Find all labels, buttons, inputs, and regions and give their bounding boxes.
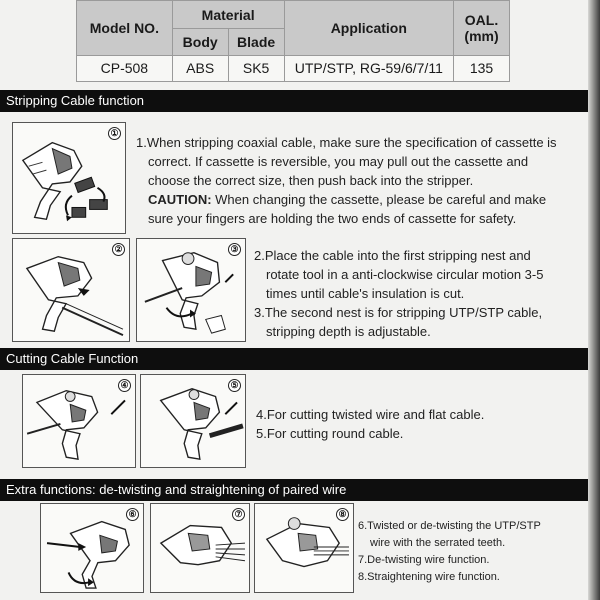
header-oal bbox=[454, 1, 510, 56]
figure-7-number: ⑦ bbox=[232, 508, 245, 521]
spec-table bbox=[76, 0, 510, 82]
tool-cassette-illustration bbox=[13, 123, 125, 233]
step-1-line-1: 1.When stripping coaxial cable, make sure the specification of cassette is bbox=[136, 135, 557, 150]
header-material: Material bbox=[172, 1, 284, 29]
cell-body: ABS bbox=[172, 55, 228, 81]
figure-1-number: ① bbox=[108, 127, 121, 140]
header-body: Body bbox=[172, 29, 228, 55]
step-1-line-3: choose the correct size, then push back into the stripper. bbox=[148, 173, 474, 188]
figure-2 bbox=[12, 238, 130, 342]
figure-5-number: ⑤ bbox=[228, 379, 241, 392]
step-6-8-text bbox=[358, 518, 584, 586]
cell-oal: 135 bbox=[454, 55, 510, 81]
spec-table-container bbox=[76, 0, 510, 82]
header-oal-unit: (mm) bbox=[464, 27, 499, 44]
step-1-text bbox=[136, 133, 584, 228]
step-2-line-1: 2.Place the cable into the first stripping nest and bbox=[254, 248, 531, 263]
step-8-text: 8.Straightening wire function. bbox=[358, 571, 500, 583]
caution-line-2: sure your fingers are holding the two ends of cassette for safety. bbox=[148, 211, 517, 226]
header-model: Model NO. bbox=[77, 1, 173, 56]
header-application: Application bbox=[284, 1, 454, 56]
step-2-3-text bbox=[254, 246, 584, 341]
step-7-text: 7.De-twisting wire function. bbox=[358, 554, 490, 566]
section-bar-stripping: Stripping Cable function bbox=[0, 90, 588, 112]
header-oal-label: OAL. bbox=[464, 11, 499, 28]
step-6-line-2: wire with the serrated teeth. bbox=[370, 537, 506, 549]
page-edge-shadow bbox=[588, 0, 600, 600]
step-3-line-2: stripping depth is adjustable. bbox=[266, 324, 431, 339]
step-4-text: 4.For cutting twisted wire and flat cable. bbox=[256, 407, 485, 422]
figure-4-number: ④ bbox=[118, 379, 131, 392]
step-2-line-3: times until cable's insulation is cut. bbox=[266, 286, 465, 301]
figure-8-number: ⑧ bbox=[336, 508, 349, 521]
figure-4 bbox=[22, 374, 136, 468]
cell-blade: SK5 bbox=[228, 55, 284, 81]
step-1-line-2: correct. If cassette is reversible, you may pull out the cassette and bbox=[148, 154, 529, 169]
figure-6 bbox=[40, 503, 144, 593]
step-4-5-text bbox=[256, 405, 576, 443]
caution-label: CAUTION: bbox=[148, 192, 212, 207]
header-blade: Blade bbox=[228, 29, 284, 55]
figure-1 bbox=[12, 122, 126, 234]
section-bar-extra: Extra functions: de-twisting and straightening of paired wire bbox=[0, 479, 588, 501]
cell-application: UTP/STP, RG-59/6/7/11 bbox=[284, 55, 454, 81]
section-bar-cutting: Cutting Cable Function bbox=[0, 348, 588, 370]
step-3-line-1: 3.The second nest is for stripping UTP/STP cable, bbox=[254, 305, 543, 320]
step-2-line-2: rotate tool in a anti-clockwise circular motion 3-5 bbox=[266, 267, 544, 282]
step-5-text: 5.For cutting round cable. bbox=[256, 426, 404, 441]
figure-3-number: ③ bbox=[228, 243, 241, 256]
place-cable-illustration bbox=[13, 239, 129, 341]
figure-5 bbox=[140, 374, 246, 468]
figure-2-number: ② bbox=[112, 243, 125, 256]
figure-6-number: ⑥ bbox=[126, 508, 139, 521]
rotate-tool-illustration bbox=[137, 239, 245, 341]
caution-line-1 bbox=[136, 190, 584, 209]
figure-7 bbox=[150, 503, 250, 593]
caution-text-1: When changing the cassette, please be careful and make bbox=[211, 192, 547, 207]
figure-8 bbox=[254, 503, 354, 593]
cell-model: CP-508 bbox=[77, 55, 173, 81]
step-6-line-1: 6.Twisted or de-twisting the UTP/STP bbox=[358, 520, 541, 532]
figure-3 bbox=[136, 238, 246, 342]
